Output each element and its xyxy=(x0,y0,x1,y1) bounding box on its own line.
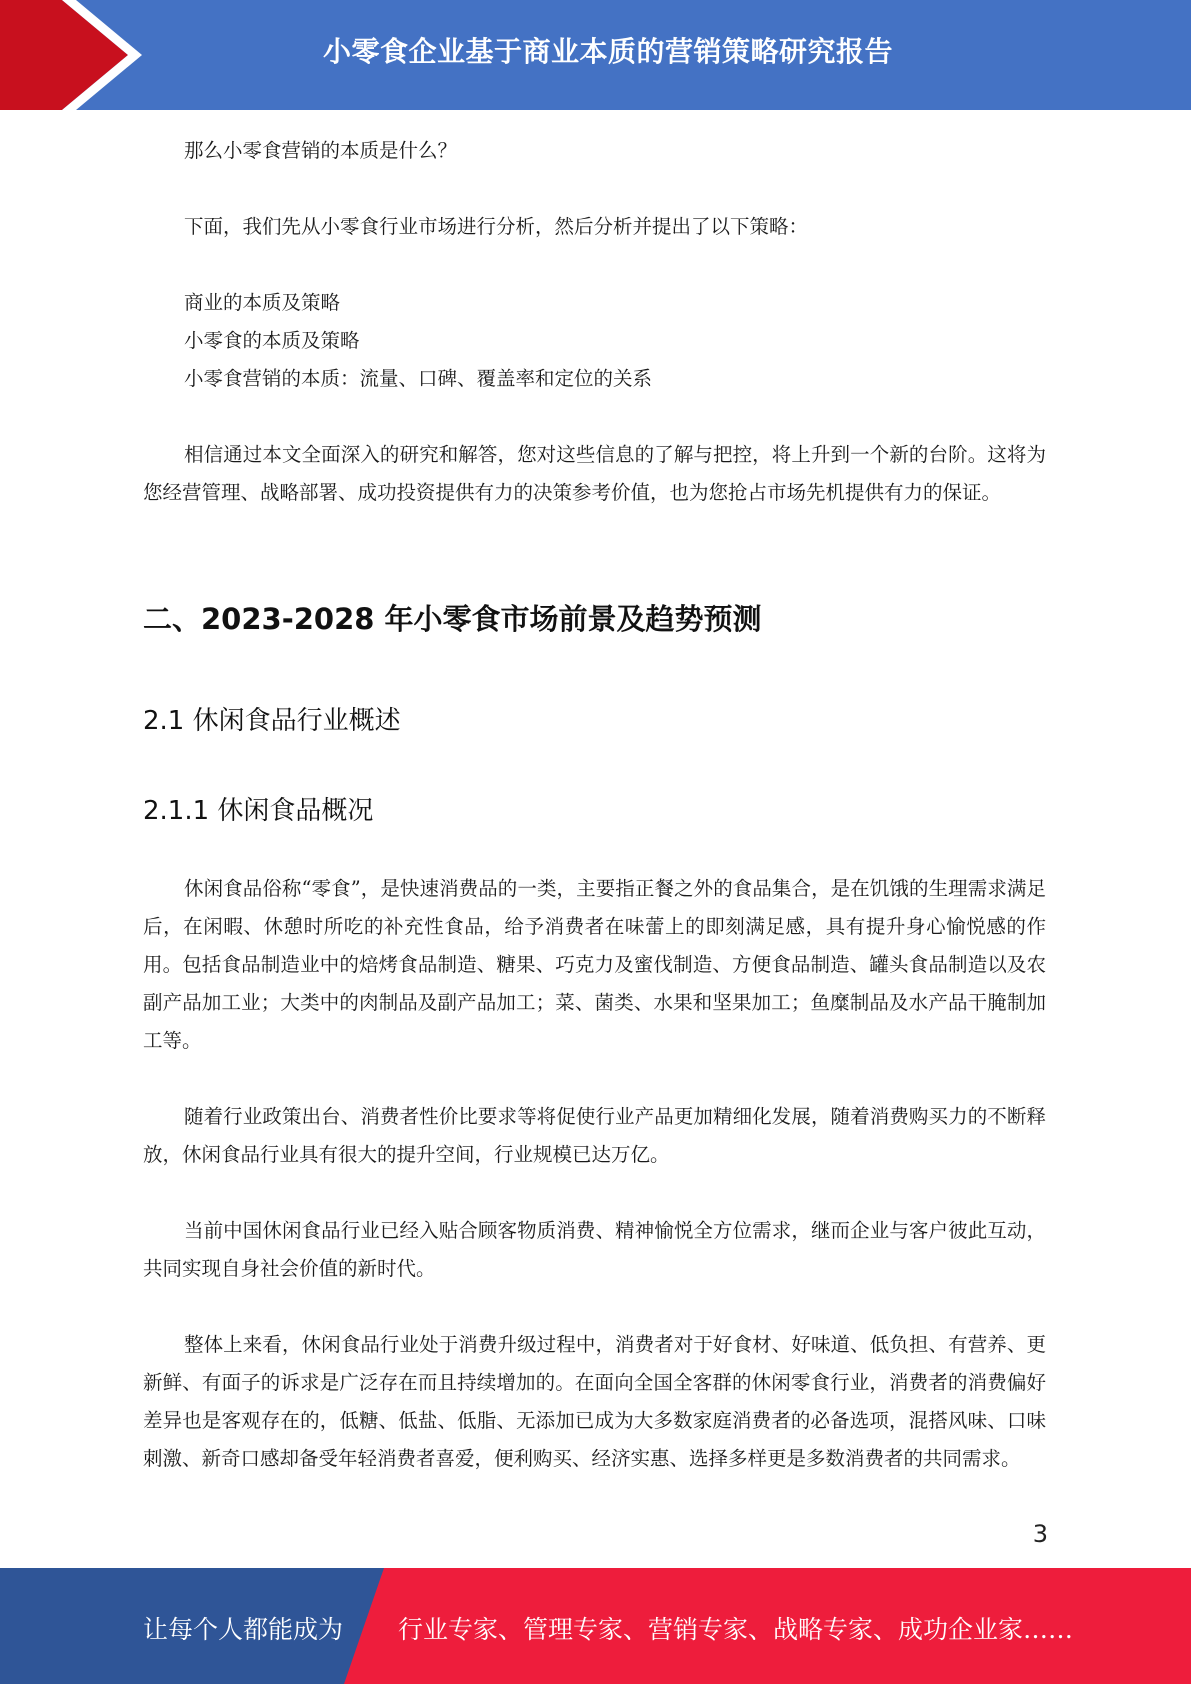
page-number: 3 xyxy=(1032,1520,1048,1548)
paragraph-value: 相信通过本文全面深入的研究和解答，您对这些信息的了解与把控，将上升到一个新的台阶。这将为您经营管理、战略部署、成功投资提供有力的决策参考价值，也为您抢占市场先机提供有力的保证。 xyxy=(143,443,1046,504)
list-item: 商业的本质及策略 xyxy=(184,291,341,314)
paragraph-era: 当前中国休闲食品行业已经入贴合顾客物质消费、精神愉悦全方位需求，继而企业与客户彼此互动，共同实现自身社会价值的新时代。 xyxy=(143,1219,1046,1280)
footer-slogan-right: 行业专家、管理专家、营销专家、战略专家、成功企业家…… xyxy=(398,1615,1074,1644)
list-item: 小零食营销的本质：流量、口碑、覆盖率和定位的关系 xyxy=(184,367,653,390)
paragraph-policy: 随着行业政策出台、消费者性价比要求等将促使行业产品更加精细化发展，随着消费购买力的不断释放，休闲食品行业具有很大的提升空间，行业规模已达万亿。 xyxy=(143,1105,1046,1166)
footer-slogan-left: 让每个人都能成为 xyxy=(143,1615,344,1644)
paragraph-intro: 下面，我们先从小零食行业市场进行分析，然后分析并提出了以下策略： xyxy=(184,215,809,238)
paragraph-overview: 休闲食品俗称“零食”，是快速消费品的一类，主要指正餐之外的食品集合，是在饥饿的生理需求满足后，在闲暇、休憩时所吃的补充性食品，给予消费者在味蕾上的即刻满足感，具有提升身心愉悦感的作用。包括食品制造业中的焙烤食品制造、糖果、巧克力及蜜伐制造、方便食品制造、罐头食品制造以及农副产品加工业；大类中的肉制品及副产品加工；菜、菌类、水果和坚果加工；鱼糜制品及水产品干腌制加工等。 xyxy=(143,877,1046,1052)
header-banner xyxy=(0,0,1191,110)
footer-banner xyxy=(0,1568,1191,1684)
paragraph-trend: 整体上来看，休闲食品行业处于消费升级过程中，消费者对于好食材、好味道、低负担、有营养、更新鲜、有面子的诉求是广泛存在而且持续增加的。在面向全国全客群的休闲零食行业，消费者的消费偏好差异也是客观存在的，低糖、低盐、低脂、无添加已成为大多数家庭消费者的必备选项，混搭风味、口味刺激、新奇口感却备受年轻消费者喜爱，便利购买、经济实惠、选择多样更是多数消费者的共同需求。 xyxy=(143,1333,1046,1470)
section-heading: 二、2023-2028 年小零食市场前景及趋势预测 xyxy=(143,602,762,636)
subsection-heading: 2.1 休闲食品行业概述 xyxy=(143,706,401,736)
paragraph-question: 那么小零食营销的本质是什么？ xyxy=(184,139,458,162)
report-title: 小零食企业基于商业本质的营销策略研究报告 xyxy=(322,35,893,68)
subsubsection-heading: 2.1.1 休闲食品概况 xyxy=(143,796,374,826)
list-item: 小零食的本质及策略 xyxy=(184,329,360,352)
